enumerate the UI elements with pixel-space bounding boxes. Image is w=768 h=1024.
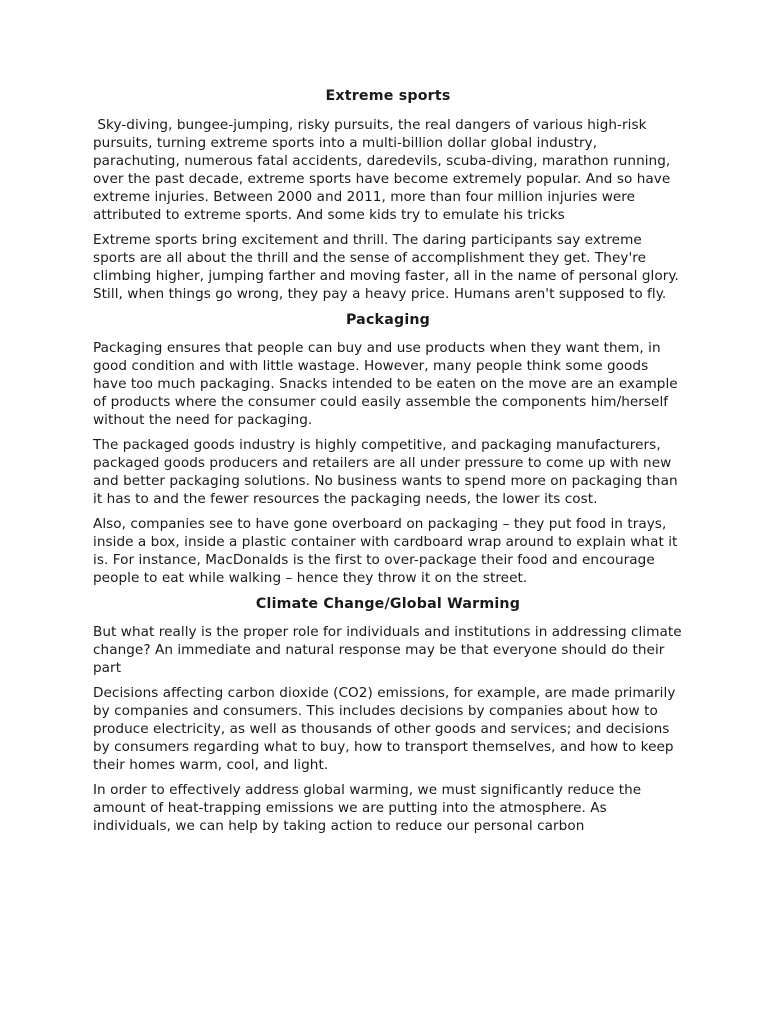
- paragraph: The packaged goods industry is highly competitive, and packaging manufacturers, packaged goods producers and retailers are all under pressure to come up with new and better packaging solutions. No business wants to spend more on packaging than it has to and the fewer resources the packaging needs, the lower its cost.: [93, 437, 678, 507]
- paragraph: Also, companies see to have gone overboard on packaging – they put food in trays, inside a box, inside a plastic container with cardboard wrap around to explain what it is. For instance, MacDonalds is the first to over-package their food and encourage people to eat while walking – hence they throw it on the street.: [93, 516, 678, 586]
- section-heading-packaging: Packaging: [345, 312, 431, 328]
- section-heading-climate-change: Climate Change/Global Warming: [255, 596, 521, 612]
- section-heading-extreme-sports: Extreme sports: [325, 88, 451, 104]
- document-page: [93, 86, 683, 835]
- paragraph: But what really is the proper role for individuals and institutions in addressing climate change? An immediate and natural response may be that everyone should do their part: [93, 624, 682, 676]
- paragraph: Extreme sports bring excitement and thrill. The daring participants say extreme sports are all about the thrill and the sense of accomplishment they get. They're climbing higher, jumping farther and moving faster, all in the name of personal glory. Still, when things go wrong, they pay a heavy price. Humans aren't supposed to fly.: [93, 232, 679, 302]
- paragraph: Packaging ensures that people can buy and use products when they want them, in good condition and with little wastage. However, many people think some goods have too much packaging. Snacks intended to be eaten on the move are an example of products where the consumer could easily assemble the components him/herself without the need for packaging.: [93, 340, 678, 428]
- paragraph: Decisions affecting carbon dioxide (CO2) emissions, for example, are made primarily by companies and consumers. This includes decisions by companies about how to produce electricity, as well as thousands of other goods and services; and decisions by consumers regarding what to buy, how to transport themselves, and how to keep their homes warm, cool, and light.: [93, 685, 676, 773]
- paragraph: In order to effectively address global warming, we must significantly reduce the amount of heat-trapping emissions we are putting into the atmosphere. As individuals, we can help by taking action to reduce our personal carbon: [93, 782, 642, 834]
- paragraph: Sky-diving, bungee-jumping, risky pursuits, the real dangers of various high-risk pursuits, turning extreme sports into a multi-billion dollar global industry, parachuting, numerous fatal accidents, daredevils, scuba-diving, marathon running, over the past decade, extreme sports have become extremely popular. And so have extreme injuries. Between 2000 and 2011, more than four million injuries were attributed to extreme sports. And some kids try to emulate his tricks: [93, 117, 675, 223]
